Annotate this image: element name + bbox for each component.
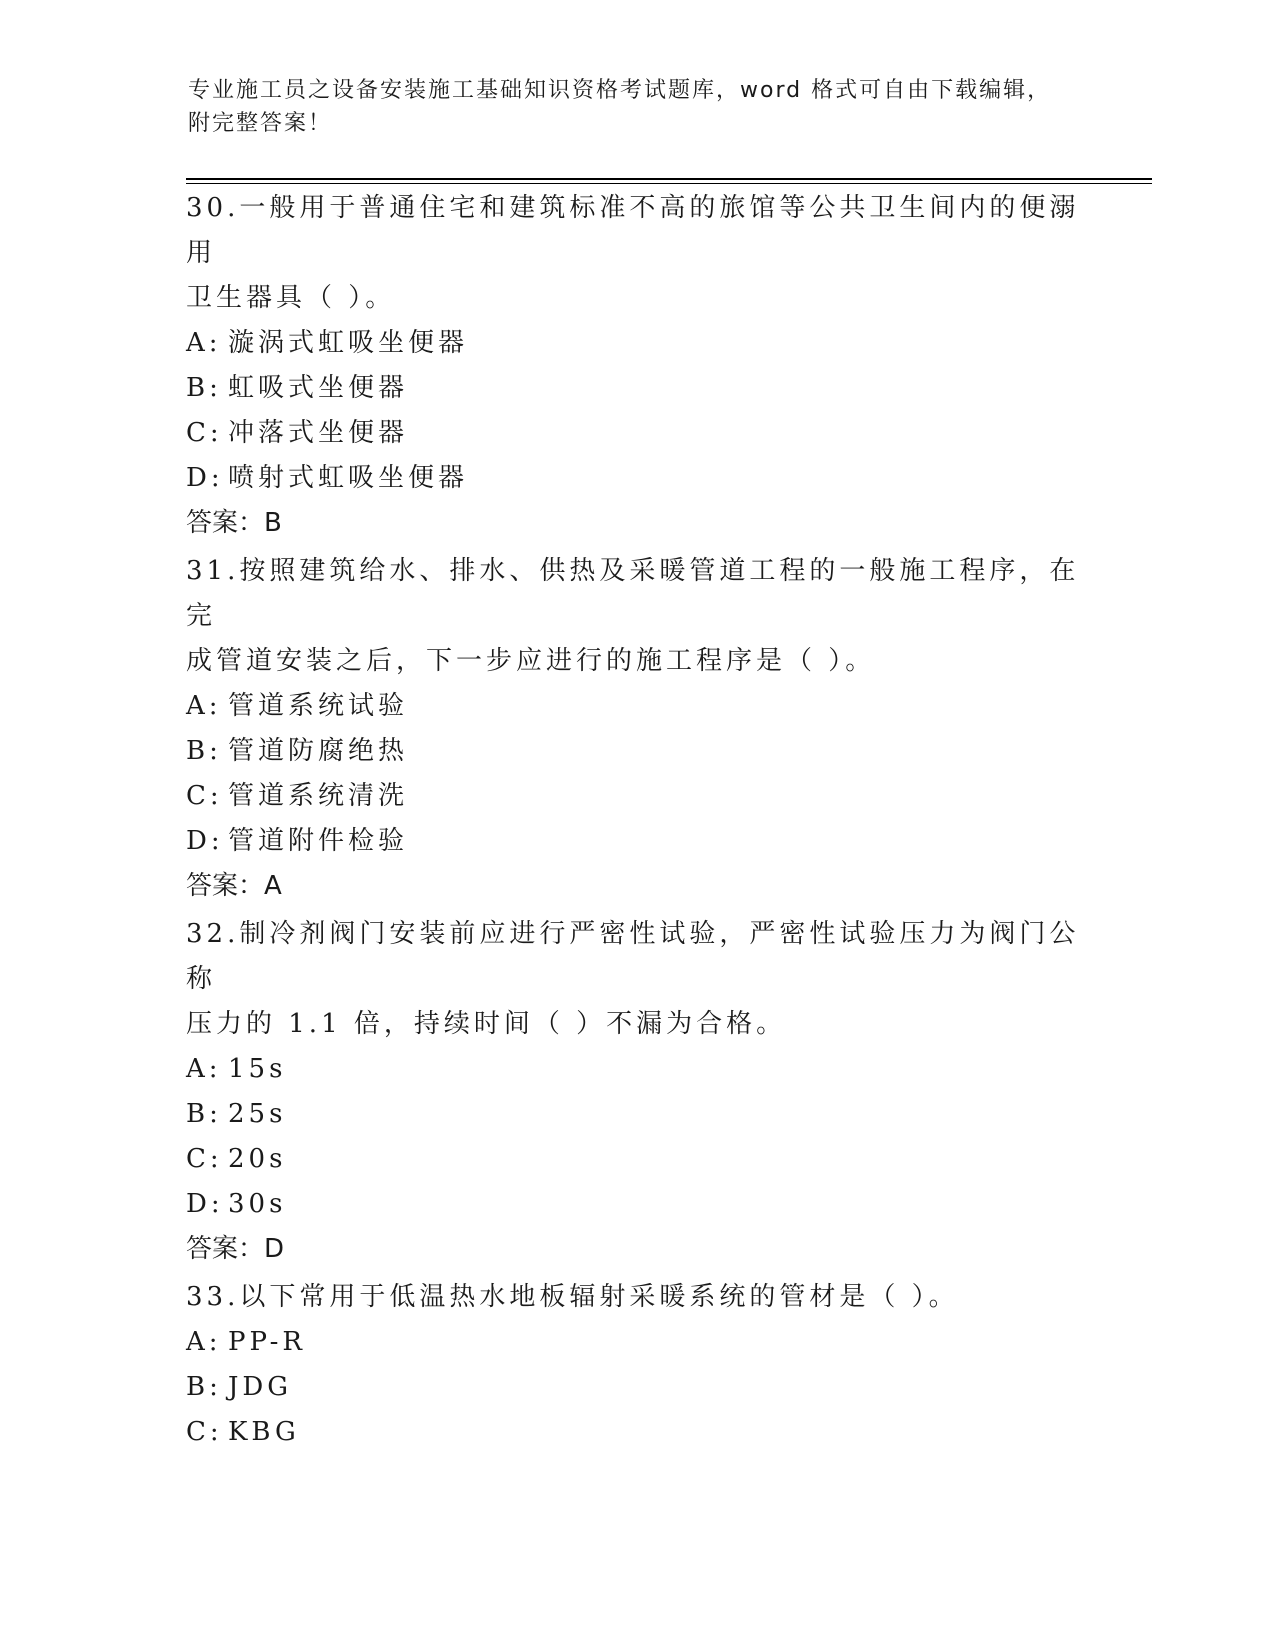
option-text: 管道防腐绝热 [228, 736, 409, 766]
option-b [186, 1365, 1086, 1410]
option-letter: D: [186, 1189, 224, 1219]
question-stem-line: 卫生器具（ ）。 [186, 283, 396, 313]
question-stem-line: 成管道安装之后，下一步应进行的施工程序是（ ）。 [186, 646, 876, 676]
header-divider-thick [186, 178, 1152, 180]
question-33 [186, 1275, 1086, 1455]
option-c [186, 1137, 1086, 1182]
option-letter: C: [186, 781, 223, 811]
option-text: 喷射式虹吸坐便器 [228, 463, 469, 493]
option-a [186, 1047, 1086, 1092]
option-a [186, 684, 1086, 729]
option-letter: C: [186, 418, 223, 448]
option-d [186, 456, 1086, 501]
option-letter: D: [186, 463, 224, 493]
option-c [186, 774, 1086, 819]
header-divider-thin [186, 183, 1152, 184]
option-d [186, 819, 1086, 864]
option-a [186, 1320, 1086, 1365]
option-text: 管道系统试验 [228, 691, 409, 721]
option-letter: A: [186, 328, 222, 358]
question-stem-line: 31.按照建筑给水、排水、供热及采暖管道工程的一般施工程序，在完 [186, 556, 1080, 631]
option-letter: D: [186, 826, 224, 856]
option-text: PP-R [228, 1327, 306, 1357]
option-letter: C: [186, 1144, 223, 1174]
option-text: JDG [228, 1372, 293, 1402]
option-letter: A: [186, 1327, 222, 1357]
option-letter: A: [186, 691, 222, 721]
answer-line: 答案：D [186, 1234, 285, 1264]
option-text: 漩涡式虹吸坐便器 [228, 328, 469, 358]
option-text: 管道系统清洗 [228, 781, 409, 811]
header-line-2: 附完整答案！ [188, 111, 333, 136]
question-stem-line: 30.一般用于普通住宅和建筑标准不高的旅馆等公共卫生间内的便溺用 [186, 193, 1080, 268]
option-text: 管道附件检验 [228, 826, 409, 856]
option-text: 20s [228, 1144, 287, 1174]
answer-line: 答案：A [186, 871, 282, 901]
answer-line: 答案：B [186, 508, 282, 538]
option-text: 25s [228, 1099, 287, 1129]
option-d [186, 1182, 1086, 1227]
document-header [188, 74, 1068, 140]
option-b [186, 729, 1086, 774]
question-stem-line: 32.制冷剂阀门安装前应进行严密性试验，严密性试验压力为阀门公称 [186, 919, 1080, 994]
question-stem-line: 压力的 1.1 倍，持续时间（ ）不漏为合格。 [186, 1009, 787, 1039]
option-letter: C: [186, 1417, 223, 1447]
option-text: KBG [228, 1417, 300, 1447]
header-line-1: 专业施工员之设备安装施工基础知识资格考试题库，word 格式可自由下载编辑， [188, 78, 1052, 103]
option-a [186, 321, 1086, 366]
option-letter: B: [186, 1372, 222, 1402]
question-32 [186, 912, 1086, 1272]
option-text: 冲落式坐便器 [228, 418, 409, 448]
option-letter: B: [186, 373, 222, 403]
option-b [186, 1092, 1086, 1137]
option-letter: B: [186, 736, 222, 766]
option-text: 虹吸式坐便器 [228, 373, 409, 403]
option-text: 30s [228, 1189, 287, 1219]
option-letter: B: [186, 1099, 222, 1129]
option-letter: A: [186, 1054, 222, 1084]
question-31 [186, 549, 1086, 909]
question-30 [186, 186, 1086, 546]
option-c [186, 1410, 1086, 1455]
question-stem-line: 33.以下常用于低温热水地板辐射采暖系统的管材是（ ）。 [186, 1282, 959, 1312]
option-c [186, 411, 1086, 456]
option-text: 15s [228, 1054, 287, 1084]
option-b [186, 366, 1086, 411]
